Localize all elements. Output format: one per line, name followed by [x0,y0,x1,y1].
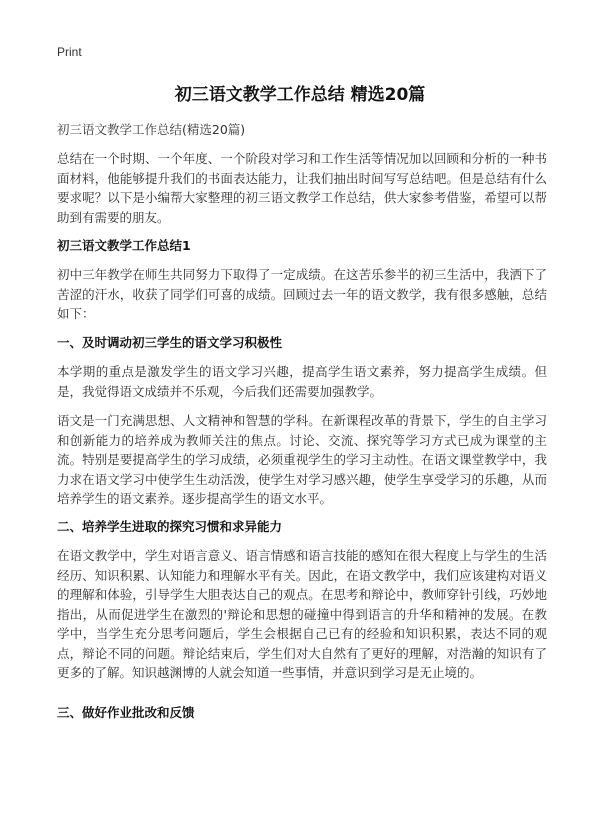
document-subtitle: 初三语文教学工作总结(精选20篇) [57,122,246,137]
section-intro-paragraph: 初中三年教学在师生共同努力下取得了一定成绩。在这苦乐参半的初三生活中，我洒下了苦涩的汗水，收获了同学们可喜的成绩。回顾过去一年的语文教学，我有很多感触，总结如下： [57,267,547,321]
section-title: 初三语文教学工作总结1 [57,238,191,253]
intro-paragraph: 总结在一个时期、一个年度、一个阶段对学习和工作生活等情况加以回顾和分析的一种书面材料，他能够提升我们的书面表达能力，让我们抽出时间写写总结吧。但是总结有什么要求呢？以下是小编帮大家整理的初三语文教学工作总结，供大家参考借鉴，希望可以帮助到有需要的朋友。 [57,151,547,225]
heading-three: 三、做好作业批改和反馈 [57,705,195,720]
paragraph-three: 在语文教学中，学生对语言意义、语言情感和语言技能的感知在很大程度上与学生的生活经历、知识积累、认知能力和理解水平有关。因此，在语文教学中，我们应该建构对语义的理解和体验，引导学生大胆表达自己的观点。在思考和辩论中，教师穿针引线，巧妙地指出，从而促进学生在激烈的'辩论和思想的碰撞中得到语言的升华和精神的发展。在教学中，当学生充分思考问题后，学生会根据自己已有的经验和知识积累，表达不同的观点，辩论不同的问题。辩论结束后，学生们对大自然有了更好的理解，对浩瀚的知识有了更多的了解。知识越渊博的人就会知道一些事情，并意识到学习是无止境的。 [57,548,547,680]
paragraph-one: 本学期的重点是激发学生的语文学习兴趣，提高学生语文素养，努力提高学生成绩。但是，我觉得语文成绩并不乐观，今后我们还需要加强教学。 [57,364,547,399]
paragraph-two: 语文是一门充满思想、人文精神和智慧的学科。在新课程改革的背景下，学生的自主学习和创新能力的培养成为教师关注的焦点。讨论、交流、探究等学习方式已成为课堂的主流。特别是要提高学生的学习成绩，必须重视学生的学习主动性。在语文课堂教学中，我力求在语文学习中使学生生动活泼，使学生对学习感兴趣，使学生享受学习的乐趣，从而培养学生的语文素养。逐步提高学生的语文水平。 [57,413,547,506]
heading-two: 二、培养学生进取的探究习惯和求异能力 [57,519,283,534]
heading-one: 一、及时调动初三学生的语文学习积极性 [57,335,283,350]
page-title: 初三语文教学工作总结 精选20篇 [174,85,426,105]
print-link[interactable]: Print [57,45,82,59]
